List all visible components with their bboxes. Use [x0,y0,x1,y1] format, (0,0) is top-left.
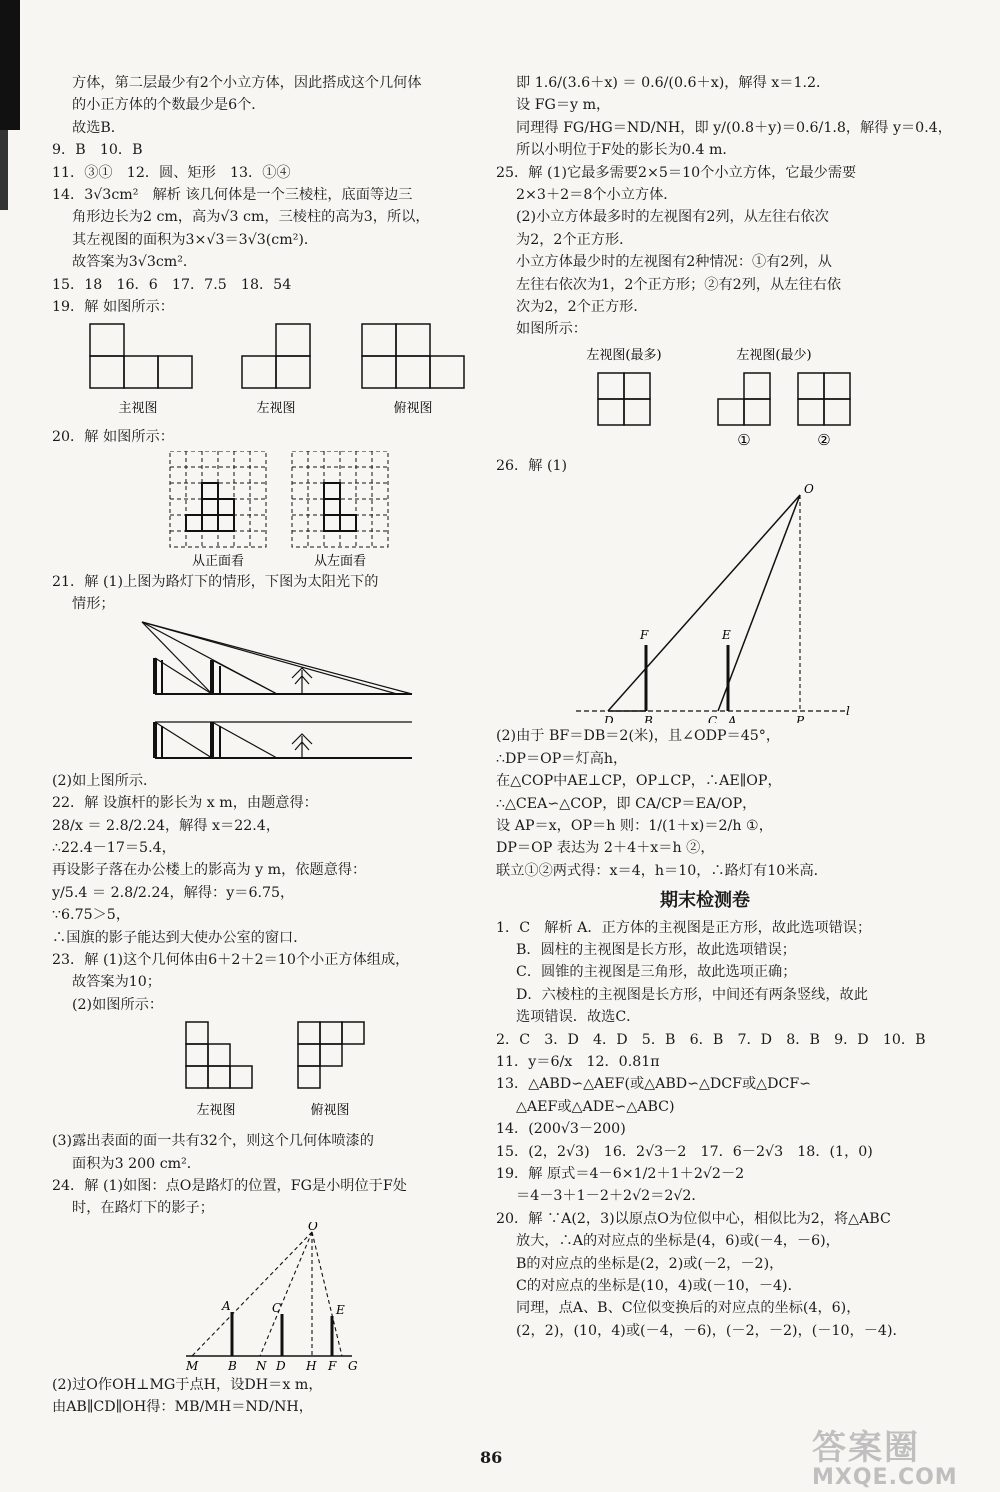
q24-label: N [256,1358,267,1372]
text-line: 即 1.6/(3.6＋x) ＝ 0.6/(0.6＋x)，解得 x＝1.2． [516,75,831,91]
text-line: 24．解 (1)如图：点O是路灯的位置，FG是小明位于F处 [52,1177,407,1194]
text-line: (2)由于 BF＝DB＝2(米)，且∠ODP＝45°， [496,728,781,745]
text-line: 11．③① 12．圆、矩形 13．①④ [52,164,291,181]
text-line: 次为2，2个正方形． [516,299,648,316]
text-line: (2，2)，(10，4)或(－4，－6)，(－2，－2)，(－10，－4)． [516,1322,907,1339]
text-line: (2)过O作OH⊥MG于点H，设DH＝x m， [52,1376,323,1393]
text-line: 26．解 (1) [496,457,568,474]
q20-caption: 从左面看 [313,553,367,569]
text-line: 11．y＝6/x 12．0.81π [496,1053,660,1070]
q25-caption: 左视图(最多) [586,347,662,363]
q19-caption: 主视图 [118,401,158,417]
q24-label: H [306,1358,317,1372]
q19-caption: 俯视图 [393,401,433,417]
text-line: 左往右依次为1，2个正方形；②有2列，从左往右依 [516,276,842,293]
q19-figure [52,320,477,424]
q24-label: D [276,1358,286,1372]
q21-figure [52,618,477,768]
text-line: 19．解 原式＝4－6×1/2＋1＋2√2－2 [496,1166,745,1182]
text-line: 如图所示： [516,321,587,338]
text-line: ∴国旗的影子能达到大使办公室的窗口． [52,929,308,946]
section-title: 期末检测卷 [660,890,750,912]
q23-caption: 左视图 [196,1103,236,1119]
text-line: ＝4－3＋1－2＋2√2＝2√2． [516,1188,706,1205]
text-line: 设 FG＝y m， [516,97,611,114]
text-line: B．圆柱的主视图是长方形，故此选项错误； [516,941,796,958]
text-line: 其左视图的面积为3×√3＝3√3(cm²)． [72,231,319,248]
text-line: ∴△CEA∽△COP，即 CA/CP＝EA/OP， [496,795,757,812]
text-line: 14．(200√3－200) [496,1121,626,1138]
q26-lamp-svg [496,479,914,723]
q23-figure [52,1018,477,1128]
left-column [52,72,477,1419]
q26-label: A [728,714,737,724]
text-line: 14．3√3cm² 解析 该几何体是一个三棱柱，底面等边三 [52,187,413,204]
q26-label: B [644,714,653,724]
q26-label: P [796,714,805,724]
text-line: 所以小明位于F处的影长为0.4 m． [516,142,737,159]
watermark-bottom: MXQE.COM [812,1465,958,1490]
text-line: 同理得 FG/HG＝ND/NH，即 y/(0.8＋y)＝0.6/1.8，解得 y＝0.4， [516,119,952,136]
q24-label: C [272,1300,282,1315]
text-line: B的对应点的坐标是(2，2)或(－2，－2)， [516,1255,784,1272]
text-line: 15．(2，2√3) 16．2√3－2 17．6－2√3 18．(1，0) [496,1143,873,1160]
q24-label: F [328,1358,337,1372]
text-line: 情形； [72,596,115,613]
q25-views-svg [496,343,914,453]
text-line: (3)露出表面的面一共有32个，则这个几何体喷漆的 [52,1133,374,1150]
q26-label: l [846,704,850,719]
q24-label: G [348,1358,358,1372]
text-line: 故答案为3√3cm²． [72,254,198,271]
q24-label: B [228,1358,237,1372]
text-line: 13．△ABD∽△AEF(或△ABD∽△DCF或△DCF∽ [496,1076,812,1093]
text-line: (2)如上图所示． [52,772,158,789]
text-line: 面积为3 200 cm²． [72,1155,201,1172]
text-line: △AEF或△ADE∽△ABC) [516,1098,675,1115]
text-line: 2×3＋2＝8个小立方体． [516,187,678,204]
q24-label: O [308,1221,318,1233]
text-line: 15．18 16．6 17．7.5 18．54 [52,276,292,293]
q24-figure [52,1222,477,1372]
q25-caption: ① [737,430,751,449]
text-line: y/5.4 ＝ 2.8/2.24，解得：y＝6.75， [52,884,295,901]
page-edge-mark [0,0,20,130]
page-edge-mark [0,130,8,210]
q20-figure [52,451,477,569]
text-line: DP＝OP 表达为 2＋4＋x＝h ②， [496,840,715,857]
text-line: C的对应点的坐标是(10，4)或(－10，－4)． [516,1278,802,1295]
text-line: 20．解 如图所示： [52,429,174,446]
text-line: 19．解 如图所示： [52,299,174,316]
q19-caption: 左视图 [256,401,296,417]
text-line: 在△COP中AE⊥CP，OP⊥CP，∴AE∥OP， [496,773,782,790]
q26-label: O [804,482,814,497]
text-line: 再设影子落在办公楼上的影高为 y m，依题意得： [52,862,367,879]
q21-shadow-svg [52,618,477,768]
watermark-top: 答案圈 [812,1428,920,1468]
text-line: ∴22.4－17＝5.4， [52,839,176,856]
text-line: 小立方体最少时的左视图有2种情况：①有2列，从 [516,254,832,271]
q26-label: E [722,628,731,643]
q20-caption: 从正面看 [191,553,245,569]
text-line: 方体，第二层最少有2个小立方体，因此搭成这个几何体 [72,75,422,91]
text-line: 同理，点A、B、C位似变换后的对应点的坐标(4，6)， [516,1300,861,1317]
text-line: 设 AP＝x，OP＝h 则：1/(1＋x)＝2/h ①， [496,817,773,834]
text-line: (2)小立方体最多时的左视图有2列，从左往右依次 [516,209,829,226]
text-line: 的小正方体的个数最少是6个． [72,97,266,114]
q23-views-svg [52,1018,477,1128]
text-line: 22．解 设旗杆的影长为 x m，由题意得： [52,795,318,812]
q26-label: C [708,714,718,724]
text-line: 23．解 (1)这个几何体由6＋2＋2＝10个小正方体组成， [52,951,410,968]
page-number: 86 [480,1448,503,1467]
text-line: 由AB∥CD∥OH得：MB/MH＝ND/NH， [52,1399,313,1416]
q25-caption: 左视图(最少) [736,347,812,363]
text-line: 9．B 10．B [52,142,143,159]
q24-label: M [186,1358,199,1372]
q25-caption: ② [817,430,831,449]
text-line: 时，在路灯下的影子； [72,1200,214,1217]
text-line: 故答案为10； [72,974,161,991]
text-line: ∴DP＝OP＝灯高h， [496,750,628,767]
text-line: 21．解 (1)上图为路灯下的情形，下图为太阳光下的 [52,573,379,590]
right-column [496,72,952,1342]
text-line: 20．解 ∵A(2，3)以原点O为位似中心，相似比为2，将△ABC [496,1210,891,1227]
text-line: 1．C 解析 A．正方体的主视图是正方形，故此选项错误； [496,919,872,936]
text-line: 联立①②两式得：x＝4，h＝10，∴路灯有10米高． [496,862,828,879]
text-line: ∵6.75＞5， [52,907,131,924]
text-line: D．六棱柱的主视图是长方形，中间还有两条竖线，故此 [516,986,868,1003]
text-line: 25．解 (1)它最多需要2×5＝10个小立方体，它最少需要 [496,164,857,181]
q20-grid-svg [52,451,477,569]
q25-figure [496,343,914,453]
text-line: 角形边长为2 cm，高为√3 cm，三棱柱的高为3，所以， [72,209,430,226]
q26-figure [496,479,914,723]
text-line: C．圆锥的主视图是三角形，故此选项正确； [516,964,797,981]
q19-views-svg [52,320,477,424]
q26-label: F [640,628,649,643]
q24-label: E [336,1302,345,1317]
text-line: 2．C 3．D 4．D 5．B 6．B 7．D 8．B 9．D 10．B [496,1031,926,1048]
text-line: 故选B． [72,119,125,136]
text-line: 28/x ＝ 2.8/2.24，解得 x＝22.4， [52,817,281,834]
q23-caption: 俯视图 [310,1103,350,1119]
q24-label: A [222,1298,231,1313]
watermark-logo [812,1420,958,1490]
text-line: 为2，2个正方形． [516,231,634,248]
q26-label: D [604,714,614,724]
q24-lamp-svg [52,1222,477,1372]
text-line: (2)如图所示： [72,996,164,1013]
text-line: 选项错误．故选C． [516,1009,641,1026]
text-line: 放大，∴A的对应点的坐标是(4，6)或(－4，－6)， [516,1233,840,1250]
